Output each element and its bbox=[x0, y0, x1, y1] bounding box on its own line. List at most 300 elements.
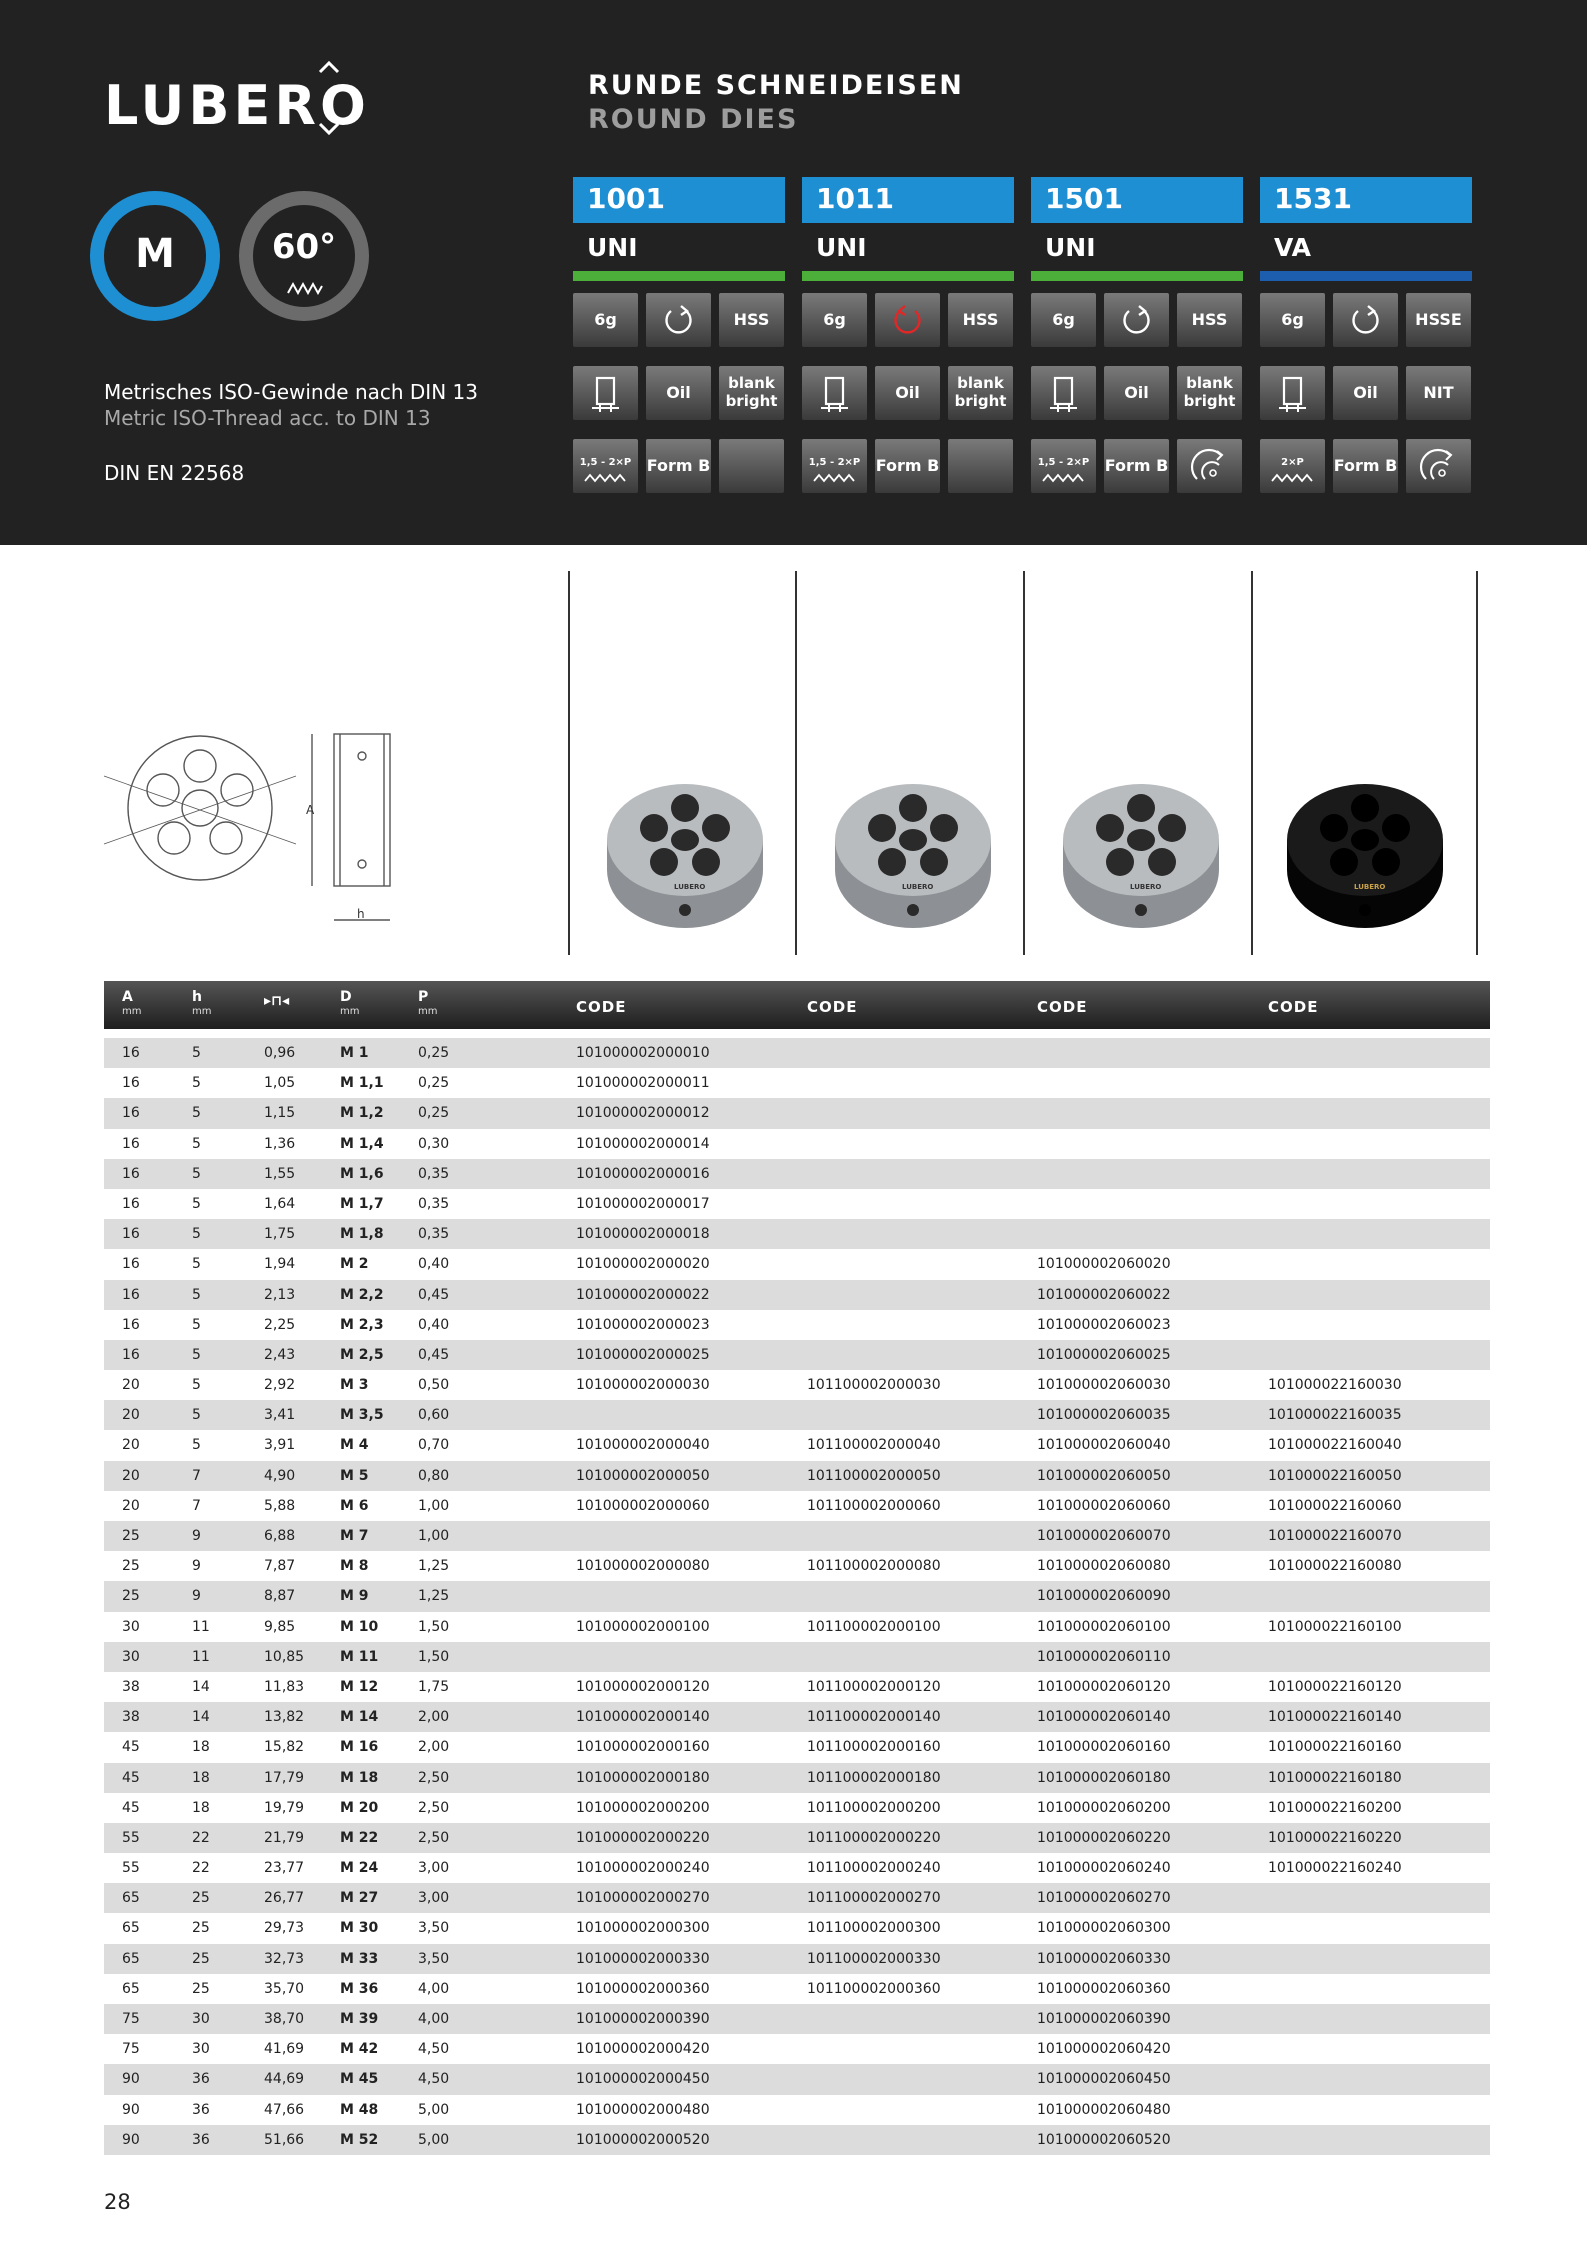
cell-a: 25 bbox=[122, 1558, 140, 1575]
cell-code-1001: 101000002000010 bbox=[576, 1045, 710, 1061]
cell-width: 6,88 bbox=[264, 1528, 296, 1544]
cell-code-1501: 101000002060180 bbox=[1037, 1769, 1171, 1786]
cell-d: M 1,1 bbox=[340, 1075, 384, 1092]
cell-a: 90 bbox=[122, 2071, 140, 2088]
cell-code-1501: 101000002060025 bbox=[1037, 1346, 1171, 1363]
cell-code-1501: 101000002060480 bbox=[1037, 2101, 1171, 2118]
product-column-1011 bbox=[802, 177, 1014, 523]
cell-code-1011: 101100002000160 bbox=[807, 1739, 941, 1756]
cell-a: 16 bbox=[122, 1286, 140, 1303]
cell-d: M 24 bbox=[340, 1860, 379, 1877]
cell-p: 0,35 bbox=[418, 1195, 450, 1212]
table-row bbox=[104, 1461, 1490, 1491]
tile-label: Oil bbox=[1124, 383, 1149, 402]
cell-a: 20 bbox=[122, 1377, 140, 1394]
cell-a: 55 bbox=[122, 1829, 140, 1846]
cell-code-1501: 101000002060360 bbox=[1037, 1980, 1171, 1997]
tile-die-profile-icon bbox=[573, 366, 638, 420]
cell-width: 1,36 bbox=[264, 1135, 296, 1152]
tile-spiral-point-icon bbox=[1177, 439, 1242, 493]
table-row bbox=[104, 1974, 1490, 2004]
cell-code-1011: 101100002000180 bbox=[807, 1769, 941, 1786]
property-tile bbox=[1260, 293, 1325, 347]
cell-code-1501: 101000002060050 bbox=[1037, 1467, 1171, 1484]
tile-chamfer-icon bbox=[802, 439, 867, 493]
svg-text:LUBERO: LUBERO bbox=[1130, 883, 1162, 891]
cell-width: 2,13 bbox=[264, 1286, 296, 1303]
cell-h: 5 bbox=[192, 1226, 201, 1243]
material-color-bar bbox=[1260, 271, 1472, 281]
table-row bbox=[104, 1219, 1490, 1249]
table-row bbox=[104, 1521, 1490, 1551]
cell-width: 3,91 bbox=[264, 1437, 296, 1454]
cell-code-1001: 101000002000030 bbox=[576, 1377, 710, 1394]
cell-d: M 10 bbox=[340, 1618, 379, 1635]
column-header-h: h mm bbox=[192, 989, 212, 1017]
table-row bbox=[104, 1581, 1490, 1611]
cell-width: 8,87 bbox=[264, 1588, 296, 1605]
cell-code-1501: 101000002060330 bbox=[1037, 1950, 1171, 1967]
brand-logo: LUBERO bbox=[104, 74, 370, 137]
table-row bbox=[104, 1672, 1490, 1702]
table-row bbox=[104, 1340, 1490, 1370]
cell-width: 26,77 bbox=[264, 1890, 305, 1907]
tile-small-label: 1,5 - 2×P bbox=[808, 457, 861, 468]
cell-p: 1,25 bbox=[418, 1558, 450, 1575]
cell-code-1531: 101000022160040 bbox=[1268, 1437, 1402, 1454]
cell-p: 5,00 bbox=[418, 2101, 450, 2118]
cell-h: 5 bbox=[192, 1045, 201, 1061]
cell-code-1001: 101000002000023 bbox=[576, 1316, 710, 1333]
cell-a: 65 bbox=[122, 1980, 140, 1997]
cell-d: M 3,5 bbox=[340, 1407, 384, 1424]
tile-label: 6g bbox=[594, 310, 617, 329]
cell-code-1531: 101000022160030 bbox=[1268, 1377, 1402, 1394]
cell-d: M 9 bbox=[340, 1588, 369, 1605]
cell-p: 0,50 bbox=[418, 1377, 450, 1394]
cell-a: 30 bbox=[122, 1618, 140, 1635]
property-tile bbox=[948, 293, 1013, 347]
header-banner bbox=[0, 0, 1587, 545]
cell-code-1501: 101000002060023 bbox=[1037, 1316, 1171, 1333]
property-tile bbox=[875, 366, 940, 420]
tile-label: Form B bbox=[1104, 456, 1169, 475]
cell-p: 0,70 bbox=[418, 1437, 450, 1454]
property-tile bbox=[1333, 439, 1398, 493]
cell-p: 4,50 bbox=[418, 2041, 450, 2058]
cell-width: 44,69 bbox=[264, 2071, 305, 2088]
cell-h: 18 bbox=[192, 1799, 210, 1816]
cell-h: 5 bbox=[192, 1105, 201, 1122]
round-die-image bbox=[600, 770, 770, 940]
cell-width: 35,70 bbox=[264, 1980, 305, 1997]
cell-width: 13,82 bbox=[264, 1709, 305, 1726]
tile-label: NIT bbox=[1423, 383, 1454, 402]
cell-code-1501: 101000002060140 bbox=[1037, 1709, 1171, 1726]
cell-h: 9 bbox=[192, 1588, 201, 1605]
property-tile bbox=[719, 366, 784, 420]
cell-h: 36 bbox=[192, 2071, 210, 2088]
property-tiles bbox=[1260, 293, 1472, 523]
cell-code-1011: 101100002000060 bbox=[807, 1497, 941, 1514]
cell-width: 19,79 bbox=[264, 1799, 305, 1816]
cell-a: 38 bbox=[122, 1678, 140, 1695]
table-row bbox=[104, 1913, 1490, 1943]
cell-p: 2,00 bbox=[418, 1709, 450, 1726]
cell-width: 1,94 bbox=[264, 1256, 296, 1273]
table-header bbox=[104, 981, 1490, 1029]
cell-code-1001: 101000002000020 bbox=[576, 1256, 710, 1273]
cell-h: 5 bbox=[192, 1256, 201, 1273]
tile-label: 6g bbox=[1052, 310, 1075, 329]
cell-a: 45 bbox=[122, 1769, 140, 1786]
tile-label: blank bright bbox=[954, 374, 1007, 410]
cell-code-1001: 101000002000200 bbox=[576, 1799, 710, 1816]
cell-d: M 3 bbox=[340, 1377, 369, 1394]
svg-text:LUBERO: LUBERO bbox=[674, 883, 706, 891]
cell-d: M 18 bbox=[340, 1769, 379, 1786]
cell-a: 38 bbox=[122, 1709, 140, 1726]
property-tile bbox=[948, 366, 1013, 420]
cell-code-1501: 101000002060450 bbox=[1037, 2071, 1171, 2088]
cell-code-1501: 101000002060270 bbox=[1037, 1890, 1171, 1907]
cell-d: M 1,4 bbox=[340, 1135, 384, 1152]
tile-label: Form B bbox=[646, 456, 711, 475]
tile-label: 6g bbox=[1281, 310, 1304, 329]
property-tile bbox=[646, 439, 711, 493]
product-code-label: 1501 bbox=[1031, 177, 1243, 223]
cell-width: 38,70 bbox=[264, 2011, 305, 2027]
cell-p: 2,50 bbox=[418, 1769, 450, 1786]
cell-width: 2,43 bbox=[264, 1346, 296, 1363]
tile-rotate-left-red-icon bbox=[875, 293, 940, 347]
round-die-image bbox=[1280, 770, 1450, 940]
cell-code-1001: 101000002000022 bbox=[576, 1286, 710, 1303]
cell-d: M 4 bbox=[340, 1437, 369, 1454]
cell-d: M 8 bbox=[340, 1558, 369, 1575]
tile-label: blank bright bbox=[1183, 374, 1236, 410]
cell-a: 20 bbox=[122, 1407, 140, 1424]
cell-code-1501: 101000002060300 bbox=[1037, 1920, 1171, 1937]
cell-code-1001: 101000002000040 bbox=[576, 1437, 710, 1454]
cell-d: M 1,8 bbox=[340, 1226, 384, 1243]
cell-width: 1,05 bbox=[264, 1075, 296, 1092]
table-row bbox=[104, 1430, 1490, 1460]
cell-d: M 33 bbox=[340, 1950, 379, 1967]
property-tile bbox=[1406, 293, 1471, 347]
cell-h: 5 bbox=[192, 1286, 201, 1303]
cell-p: 0,60 bbox=[418, 1407, 450, 1424]
column-header-code-1501: CODE bbox=[1037, 998, 1088, 1016]
cell-width: 51,66 bbox=[264, 2131, 305, 2148]
cell-width: 0,96 bbox=[264, 1045, 296, 1061]
cell-p: 0,25 bbox=[418, 1045, 450, 1061]
material-color-bar bbox=[802, 271, 1014, 281]
product-material-label: UNI bbox=[816, 233, 867, 262]
cell-code-1531: 101000022160160 bbox=[1268, 1739, 1402, 1756]
cell-code-1001: 101000002000016 bbox=[576, 1165, 710, 1182]
table-row bbox=[104, 1793, 1490, 1823]
tile-die-profile-icon bbox=[1031, 366, 1096, 420]
cell-code-1011: 101100002000240 bbox=[807, 1860, 941, 1877]
cell-h: 14 bbox=[192, 1709, 210, 1726]
cell-code-1531: 101000022160120 bbox=[1268, 1678, 1402, 1695]
standard-text-de: Metrisches ISO-Gewinde nach DIN 13 bbox=[104, 380, 478, 404]
product-material-label: VA bbox=[1274, 233, 1311, 262]
cell-a: 16 bbox=[122, 1346, 140, 1363]
cell-code-1001: 101000002000160 bbox=[576, 1739, 710, 1756]
cell-width: 1,64 bbox=[264, 1195, 296, 1212]
table-row bbox=[104, 2064, 1490, 2094]
tile-rotate-right-icon bbox=[1104, 293, 1169, 347]
cell-code-1001: 101000002000420 bbox=[576, 2041, 710, 2058]
cell-a: 20 bbox=[122, 1437, 140, 1454]
column-header-code-1001: CODE bbox=[576, 998, 627, 1016]
cell-a: 75 bbox=[122, 2011, 140, 2027]
tile-label: HSSE bbox=[1415, 310, 1462, 329]
cell-h: 11 bbox=[192, 1648, 210, 1665]
cell-code-1001: 101000002000018 bbox=[576, 1226, 710, 1243]
cell-a: 25 bbox=[122, 1588, 140, 1605]
cell-code-1001: 101000002000050 bbox=[576, 1467, 710, 1484]
cell-a: 65 bbox=[122, 1890, 140, 1907]
logo-chevron-icon bbox=[318, 60, 340, 74]
cell-width: 7,87 bbox=[264, 1558, 296, 1575]
property-tile bbox=[1333, 366, 1398, 420]
cell-h: 36 bbox=[192, 2131, 210, 2148]
page-title-en: ROUND DIES bbox=[588, 104, 799, 135]
cell-h: 9 bbox=[192, 1558, 201, 1575]
property-tile bbox=[1104, 366, 1169, 420]
column-header-code-1011: CODE bbox=[807, 998, 858, 1016]
cell-code-1501: 101000002060390 bbox=[1037, 2011, 1171, 2027]
cell-code-1501: 101000002060520 bbox=[1037, 2131, 1171, 2148]
property-tiles bbox=[802, 293, 1014, 523]
table-body bbox=[104, 1038, 1490, 2155]
cell-d: M 12 bbox=[340, 1678, 379, 1695]
property-tile bbox=[1031, 293, 1096, 347]
table-row bbox=[104, 1370, 1490, 1400]
cell-code-1531: 101000022160140 bbox=[1268, 1709, 1402, 1726]
tile-label: Form B bbox=[1333, 456, 1398, 475]
cell-code-1011: 101100002000140 bbox=[807, 1709, 941, 1726]
table-row bbox=[104, 1944, 1490, 1974]
cell-a: 16 bbox=[122, 1256, 140, 1273]
column-header-p: P mm bbox=[418, 989, 438, 1017]
cell-code-1011: 101100002000330 bbox=[807, 1950, 941, 1967]
cell-width: 5,88 bbox=[264, 1497, 296, 1514]
cell-a: 16 bbox=[122, 1105, 140, 1122]
tile-label: HSS bbox=[733, 310, 770, 329]
cell-code-1531: 101000022160100 bbox=[1268, 1618, 1402, 1635]
product-column-1501 bbox=[1031, 177, 1243, 523]
tile-chamfer-icon bbox=[1031, 439, 1096, 493]
cell-code-1001: 101000002000520 bbox=[576, 2131, 710, 2148]
cell-h: 36 bbox=[192, 2101, 210, 2118]
cell-code-1531: 101000022160180 bbox=[1268, 1769, 1402, 1786]
cell-width: 21,79 bbox=[264, 1829, 305, 1846]
property-tile bbox=[1406, 366, 1471, 420]
cell-a: 90 bbox=[122, 2131, 140, 2148]
cell-a: 16 bbox=[122, 1316, 140, 1333]
column-header-width-icon: ▸⊓◂ bbox=[264, 993, 290, 1009]
cell-h: 22 bbox=[192, 1860, 210, 1877]
tile-label: HSS bbox=[962, 310, 999, 329]
cell-d: M 2 bbox=[340, 1256, 369, 1273]
cell-p: 3,50 bbox=[418, 1950, 450, 1967]
cell-code-1501: 101000002060100 bbox=[1037, 1618, 1171, 1635]
cell-d: M 36 bbox=[340, 1980, 379, 1997]
cell-code-1501: 101000002060420 bbox=[1037, 2041, 1171, 2058]
cell-p: 1,00 bbox=[418, 1497, 450, 1514]
cell-width: 10,85 bbox=[264, 1648, 305, 1665]
cell-h: 25 bbox=[192, 1980, 210, 1997]
cell-width: 3,41 bbox=[264, 1407, 296, 1424]
cell-p: 1,50 bbox=[418, 1618, 450, 1635]
cell-d: M 5 bbox=[340, 1467, 369, 1484]
logo-chevron-down-icon bbox=[318, 122, 340, 136]
cell-p: 0,35 bbox=[418, 1165, 450, 1182]
cell-d: M 52 bbox=[340, 2131, 379, 2148]
thread-profile-icon bbox=[287, 281, 323, 295]
cell-code-1011: 101100002000120 bbox=[807, 1678, 941, 1695]
cell-code-1001: 101000002000140 bbox=[576, 1709, 710, 1726]
cell-d: M 42 bbox=[340, 2041, 379, 2058]
material-color-bar bbox=[573, 271, 785, 281]
cell-code-1001: 101000002000012 bbox=[576, 1105, 710, 1122]
cell-h: 5 bbox=[192, 1165, 201, 1182]
cell-a: 65 bbox=[122, 1920, 140, 1937]
cell-code-1011: 101100002000100 bbox=[807, 1618, 941, 1635]
cell-a: 20 bbox=[122, 1497, 140, 1514]
cell-code-1001: 101000002000390 bbox=[576, 2011, 710, 2027]
tile-spiral-point-icon bbox=[1406, 439, 1471, 493]
table-row bbox=[104, 2004, 1490, 2034]
cell-h: 5 bbox=[192, 1437, 201, 1454]
cell-d: M 20 bbox=[340, 1799, 379, 1816]
cell-d: M 1,6 bbox=[340, 1165, 384, 1182]
tile-small-label: 1,5 - 2×P bbox=[1037, 457, 1090, 468]
cell-code-1501: 101000002060030 bbox=[1037, 1377, 1171, 1394]
cell-a: 20 bbox=[122, 1467, 140, 1484]
cell-p: 2,00 bbox=[418, 1739, 450, 1756]
cell-width: 1,75 bbox=[264, 1226, 296, 1243]
cell-code-1001: 101000002000017 bbox=[576, 1195, 710, 1212]
column-divider bbox=[1251, 571, 1253, 955]
cell-d: M 27 bbox=[340, 1890, 379, 1907]
cell-code-1501: 101000002060240 bbox=[1037, 1860, 1171, 1877]
cell-d: M 6 bbox=[340, 1497, 369, 1514]
cell-p: 3,00 bbox=[418, 1890, 450, 1907]
cell-p: 2,50 bbox=[418, 1829, 450, 1846]
cell-h: 7 bbox=[192, 1497, 201, 1514]
table-row bbox=[104, 1189, 1490, 1219]
column-divider bbox=[1476, 571, 1478, 955]
cell-code-1531: 101000022160080 bbox=[1268, 1558, 1402, 1575]
cell-p: 0,35 bbox=[418, 1226, 450, 1243]
cell-p: 4,00 bbox=[418, 1980, 450, 1997]
cell-code-1001: 101000002000240 bbox=[576, 1860, 710, 1877]
cell-a: 16 bbox=[122, 1135, 140, 1152]
cell-width: 17,79 bbox=[264, 1769, 305, 1786]
cell-width: 29,73 bbox=[264, 1920, 305, 1937]
cell-code-1501: 101000002060070 bbox=[1037, 1528, 1171, 1544]
product-material-label: UNI bbox=[587, 233, 638, 262]
property-tile bbox=[719, 293, 784, 347]
cell-h: 18 bbox=[192, 1739, 210, 1756]
table-row bbox=[104, 1098, 1490, 1128]
cell-a: 16 bbox=[122, 1075, 140, 1092]
product-material-label: UNI bbox=[1045, 233, 1096, 262]
cell-d: M 7 bbox=[340, 1528, 369, 1544]
cell-d: M 1,7 bbox=[340, 1195, 384, 1212]
table-row bbox=[104, 2095, 1490, 2125]
cell-code-1011: 101100002000360 bbox=[807, 1980, 941, 1997]
cell-d: M 39 bbox=[340, 2011, 379, 2027]
cell-h: 18 bbox=[192, 1769, 210, 1786]
tile-die-profile-icon bbox=[802, 366, 867, 420]
cell-h: 30 bbox=[192, 2011, 210, 2027]
cell-width: 4,90 bbox=[264, 1467, 296, 1484]
cell-code-1011: 101100002000220 bbox=[807, 1829, 941, 1846]
cell-h: 5 bbox=[192, 1316, 201, 1333]
tile-small-label: 1,5 - 2×P bbox=[579, 457, 632, 468]
cell-code-1501: 101000002060035 bbox=[1037, 1407, 1171, 1424]
cell-code-1531: 101000022160035 bbox=[1268, 1407, 1402, 1424]
cell-width: 2,92 bbox=[264, 1377, 296, 1394]
table-row bbox=[104, 1612, 1490, 1642]
technical-drawing bbox=[100, 720, 420, 940]
cell-code-1501: 101000002060060 bbox=[1037, 1497, 1171, 1514]
cell-code-1011: 101100002000030 bbox=[807, 1377, 941, 1394]
cell-code-1011: 101100002000080 bbox=[807, 1558, 941, 1575]
tile-label: 6g bbox=[823, 310, 846, 329]
cell-h: 5 bbox=[192, 1075, 201, 1092]
tile-die-profile-icon bbox=[1260, 366, 1325, 420]
cell-h: 5 bbox=[192, 1135, 201, 1152]
cell-h: 25 bbox=[192, 1920, 210, 1937]
page-number: 28 bbox=[104, 2190, 131, 2214]
cell-p: 5,00 bbox=[418, 2131, 450, 2148]
round-die-image bbox=[828, 770, 998, 940]
cell-h: 5 bbox=[192, 1346, 201, 1363]
table-row bbox=[104, 1249, 1490, 1279]
cell-d: M 48 bbox=[340, 2101, 379, 2118]
cell-a: 16 bbox=[122, 1195, 140, 1212]
table-row bbox=[104, 1400, 1490, 1430]
cell-d: M 22 bbox=[340, 1829, 379, 1846]
property-tiles bbox=[1031, 293, 1243, 523]
table-row bbox=[104, 1310, 1490, 1340]
cell-code-1001: 101000002000330 bbox=[576, 1950, 710, 1967]
cell-code-1001: 101000002000360 bbox=[576, 1980, 710, 1997]
cell-a: 16 bbox=[122, 1165, 140, 1182]
round-die-image bbox=[1056, 770, 1226, 940]
cell-code-1001: 101000002000270 bbox=[576, 1890, 710, 1907]
table-row bbox=[104, 1732, 1490, 1762]
cell-p: 0,45 bbox=[418, 1286, 450, 1303]
cell-code-1501: 101000002060200 bbox=[1037, 1799, 1171, 1816]
cell-d: M 16 bbox=[340, 1739, 379, 1756]
cell-h: 30 bbox=[192, 2041, 210, 2058]
thread-type-badge bbox=[90, 191, 220, 321]
table-row bbox=[104, 1551, 1490, 1581]
product-code-label: 1531 bbox=[1260, 177, 1472, 223]
cell-a: 55 bbox=[122, 1860, 140, 1877]
cell-code-1501: 101000002060160 bbox=[1037, 1739, 1171, 1756]
dimension-a-label: A bbox=[306, 803, 315, 817]
cell-width: 1,55 bbox=[264, 1165, 296, 1182]
